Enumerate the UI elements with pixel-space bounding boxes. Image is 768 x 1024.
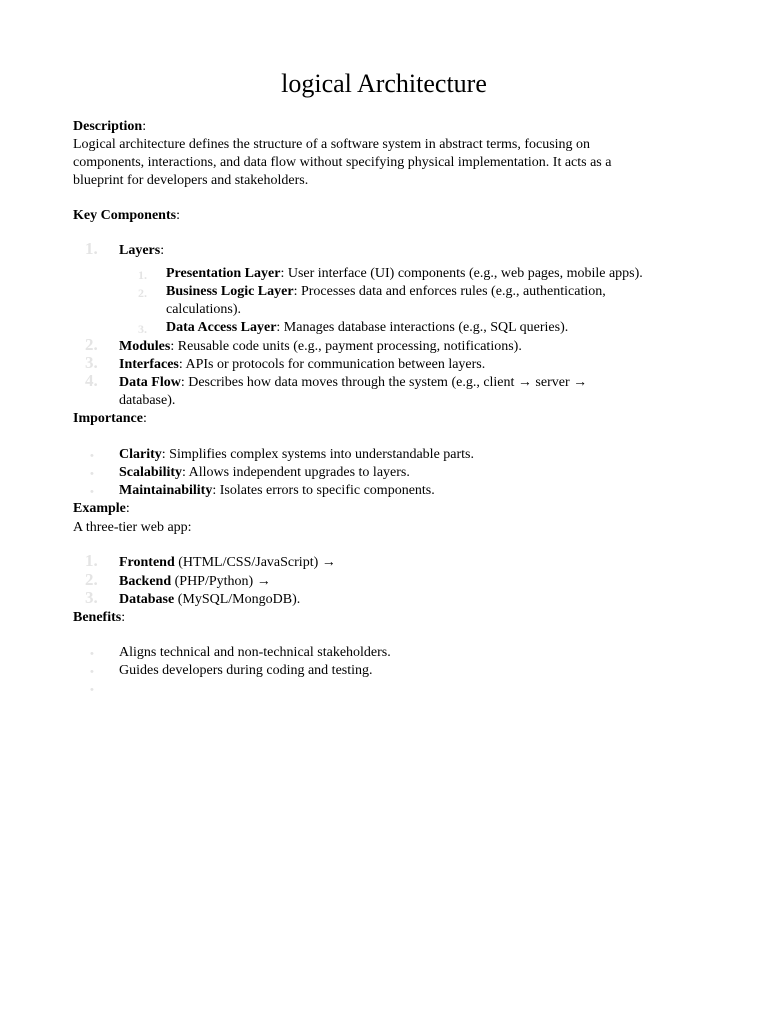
example-intro: A three-tier web app: [73,520,192,535]
list-item-term: Interfaces [119,357,179,372]
list-item-interfaces [119,356,485,374]
list-item-text: : APIs or protocols for communication between layers. [178,357,486,372]
bullet-marker: • [90,684,94,696]
sublist-item-continuation: calculations). [166,302,242,317]
list-number-marker: 3. [85,353,98,372]
description-heading-line [73,118,146,136]
list-number-marker: 1. [85,239,98,258]
sublist-number-marker: 2. [138,286,147,300]
list-item-layers [119,242,164,260]
list-item-scalability [119,464,410,482]
sublist-item-term: Presentation Layer [166,266,281,281]
key-components-heading: Key Components [73,208,177,223]
list-item-database [119,591,300,609]
list-item-text: : [160,243,165,258]
list-item-clarity [119,446,474,464]
sublist-number-marker: 3. [138,322,147,336]
list-item-data-flow [119,374,587,392]
key-components-heading-line [73,207,180,225]
list-item-text: : Reusable code units (e.g., payment processing, notifications). [170,339,522,354]
heading-colon: : [121,610,126,625]
example-heading-line [73,500,130,518]
list-item-term: Data Flow [119,375,181,390]
heading-colon: : [176,208,180,223]
bullet-marker: • [90,648,94,660]
description-heading: Description [73,119,143,134]
list-item-term: Maintainability [119,483,213,498]
bullet-marker: • [90,450,94,462]
list-item-maintainability [119,482,435,500]
list-item-continuation: database). [119,393,176,408]
benefits-heading-line [73,609,125,627]
list-item-benefit: Guides developers during coding and testing. [119,663,373,678]
list-item-modules [119,338,522,356]
list-number-marker: 4. [85,371,98,390]
list-item-term: Scalability [119,465,183,480]
list-number-marker: 3. [85,588,98,607]
heading-colon: : [125,501,130,516]
sublist-item [166,265,643,283]
list-item-term: Database [119,592,175,607]
list-item-frontend [119,554,336,572]
page-title: logical Architecture [281,69,487,98]
importance-heading: Importance [73,411,143,426]
bullet-marker: • [90,666,94,678]
benefits-heading: Benefits [73,610,122,625]
example-heading: Example [73,501,126,516]
sublist-item-term: Business Logic Layer [166,284,294,299]
list-item-benefit: Aligns technical and non-technical stakeholders. [119,645,391,660]
list-item-text: (HTML/CSS/JavaScript) → [174,555,336,570]
list-item-backend [119,573,271,591]
list-item-text: (MySQL/MongoDB). [174,592,301,607]
list-item-text: : Allows independent upgrades to layers. [182,465,410,480]
list-item-text: : Isolates errors to specific components. [212,483,435,498]
list-item-term: Clarity [119,447,162,462]
sublist-item-term: Data Access Layer [166,320,277,335]
list-number-marker: 2. [85,335,98,354]
sublist-number-marker: 1. [138,268,147,282]
description-line: Logical architecture defines the structure of a software system in abstract terms, focusing on [73,137,591,152]
sublist-item [166,319,568,337]
list-number-marker: 2. [85,570,98,589]
sublist-item [166,283,606,301]
list-item-text: (PHP/Python) → [171,574,271,589]
description-line: components, interactions, and data flow without specifying physical implementation. It acts as a [73,155,612,170]
sublist-item-text: : Manages database interactions (e.g., SQL queries). [276,320,569,335]
list-item-text: : Describes how data moves through the system (e.g., client → server → [180,375,588,390]
sublist-item-text: : Processes data and enforces rules (e.g., authentication, [293,284,606,299]
heading-colon: : [142,119,147,134]
list-item-term: Frontend [119,555,175,570]
list-item-text: : Simplifies complex systems into understandable parts. [161,447,474,462]
sublist-item-text: : User interface (UI) components (e.g., web pages, mobile apps). [280,266,643,281]
list-item-term: Modules [119,339,171,354]
list-item-term: Layers [119,243,161,258]
list-number-marker: 1. [85,551,98,570]
list-item-term: Backend [119,574,172,589]
bullet-marker: • [90,468,94,480]
importance-heading-line [73,410,147,428]
bullet-marker: • [90,486,94,498]
description-line: blueprint for developers and stakeholders. [73,173,309,188]
heading-colon: : [143,411,147,426]
